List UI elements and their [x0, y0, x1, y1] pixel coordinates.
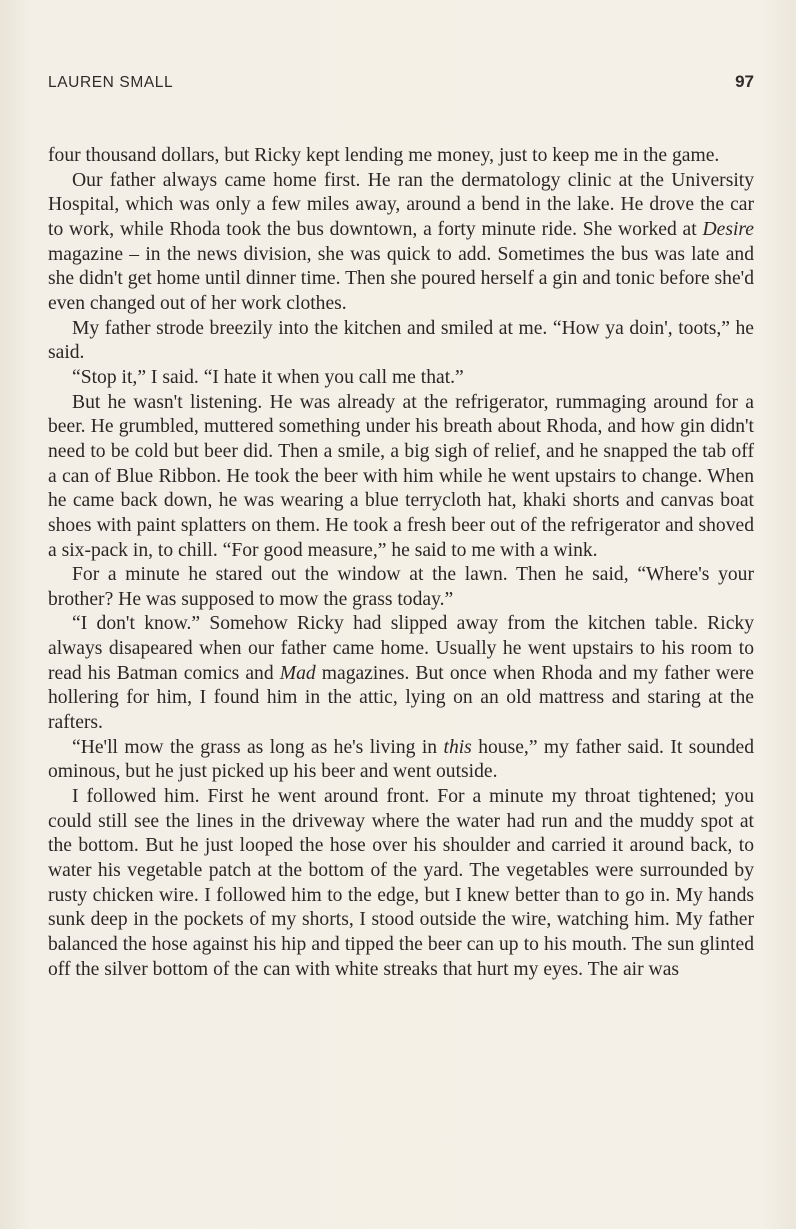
page-number: 97 — [735, 72, 754, 91]
paragraph: Our father always came home first. He ran the dermatology clinic at the University Hospital, which was only a few miles away, around a bend in the lake. He drove the car to work, while Rhoda took the bus downtown, a forty minute ride. She worked at Desire magazine – in the news division, she was quick to add. Sometimes the bus was late and she didn't get home until dinner time. Then she poured herself a gin and tonic before she'd even changed out of her work clothes. — [48, 169, 754, 314]
italic-emphasis: this — [443, 736, 472, 758]
paragraph: “I don't know.” Somehow Ricky had slipped away from the kitchen table. Ricky always disapeared when our father came home. Usually he went upstairs to his room to read his Batman comics and Mad magazines. But once when Rhoda and my father were hollering for him, I found him in the attic, lying on an old mattress and staring at the rafters. — [48, 613, 754, 734]
paragraph: four thousand dollars, but Ricky kept lending me money, just to keep me in the game. — [48, 145, 720, 166]
italic-magazine-title: Desire — [702, 218, 754, 240]
body-text — [48, 144, 754, 982]
paragraph: I followed him. First he went around front. For a minute my throat tightened; you could still see the lines in the driveway where the water had run and the muddy spot at the bottom. But he just looped the hose over his shoulder and carried it around back, to water his vegetable patch at the bottom of the yard. The vegetables were surrounded by rusty chicken wire. I followed him to the edge, but I knew better than to go in. My hands sunk deep in the pockets of my shorts, I stood outside the wire, watching him. My father balanced the hose against his hip and tipped the beer can up to his mouth. The sun glinted off the silver bottom of the can with white streaks that hurt my eyes. The air was — [48, 786, 754, 980]
italic-magazine-title: Mad — [279, 662, 316, 684]
page-header — [48, 72, 754, 96]
paragraph: But he wasn't listening. He was already at the refrigerator, rummaging around for a beer. He grumbled, muttered something under his breath about Rhoda, and how gin didn't need to be cold but beer did. Then a smile, a big sigh of relief, and he snapped the tab off a can of Blue Ribbon. He took the beer with him while he went upstairs to change. When he came back down, he was wearing a blue terrycloth hat, khaki shorts and canvas boat shoes with paint splatters on them. He took a fresh beer out of the refrigerator and shoved a six-pack in, to chill. “For good measure,” he said to me with a wink. — [48, 391, 754, 561]
paragraph: For a minute he stared out the window at the lawn. Then he said, “Where's your brother? He was supposed to mow the grass today.” — [48, 564, 754, 610]
running-head-author: LAUREN SMALL — [48, 74, 174, 91]
paragraph: My father strode breezily into the kitchen and smiled at me. “How ya doin', toots,” he said. — [48, 317, 754, 364]
paragraph: “He'll mow the grass as long as he's living in this house,” my father said. It sounded ominous, but he just picked up his beer and went outside. — [48, 736, 755, 783]
paragraph: “Stop it,” I said. “I hate it when you call me that.” — [72, 366, 464, 388]
